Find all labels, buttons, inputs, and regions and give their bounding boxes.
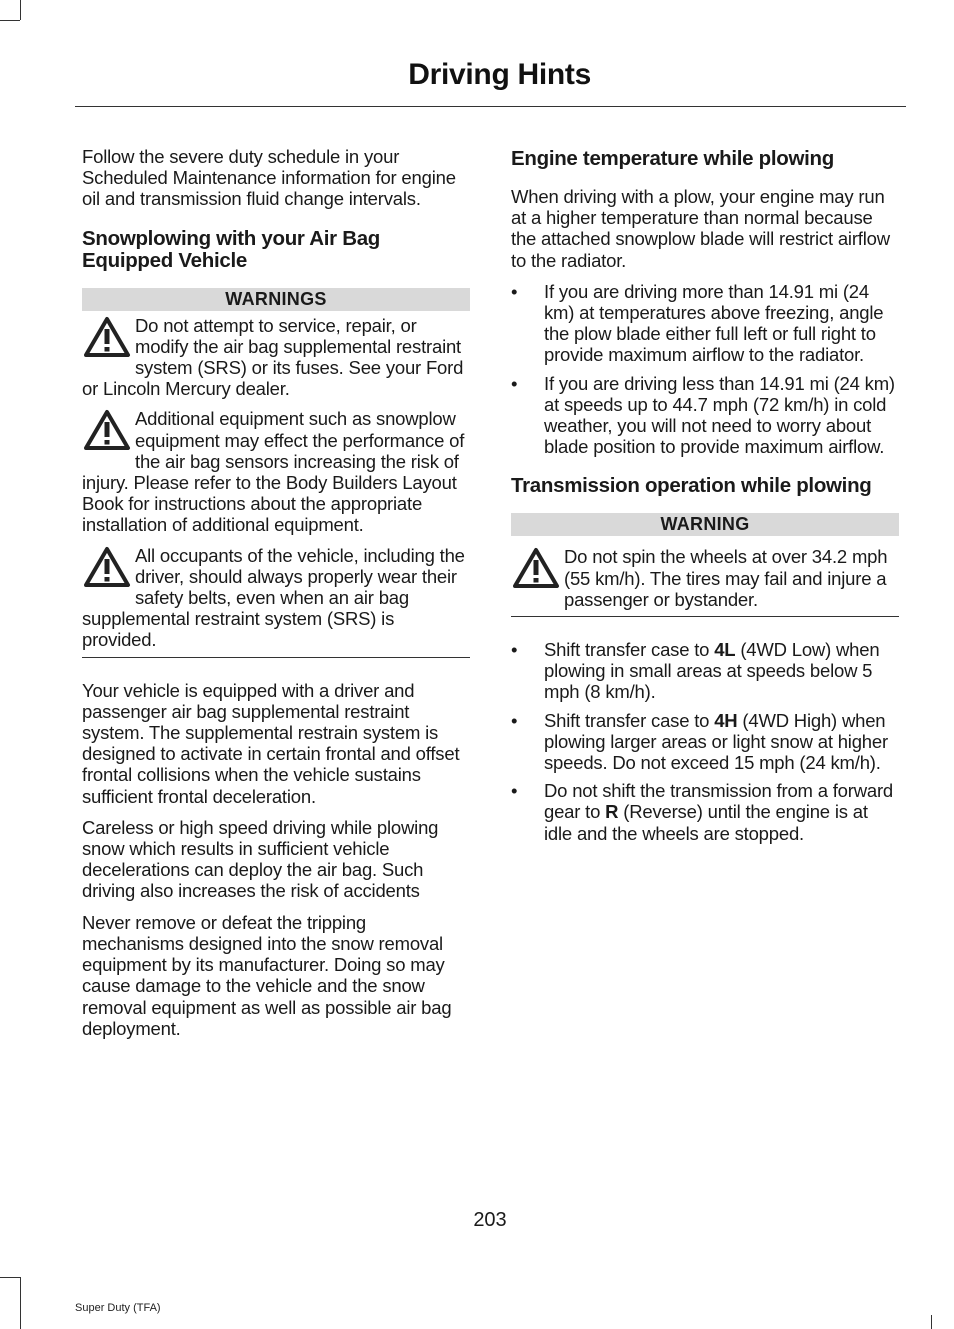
warning-text: Additional equipment such as snowplow equipment may effect the performance of the air bag sensors increasing the risk of injury. Please refer to the Body Builders Layout Book for instructions about the appropriate installation of additional equipment.: [82, 408, 465, 536]
page-number: 203: [473, 1209, 507, 1231]
intro-paragraph: Follow the severe duty schedule in your Scheduled Maintenance information for engine oil and transmission fluid change intervals.: [82, 146, 456, 210]
warning-triangle-icon: [82, 408, 132, 452]
bullet-marker: •: [511, 372, 518, 394]
footer-model: Super Duty (TFA): [75, 1302, 161, 1314]
list-item-text-pre: Shift transfer case to: [544, 709, 715, 731]
crop-mark: [20, 0, 21, 20]
crop-mark: [931, 1315, 932, 1329]
warning-text: Do not attempt to service, repair, or modify the air bag supplemental restraint system (SRS) or its fuses. See your Ford or Lincoln Mercury dealer.: [82, 314, 464, 400]
warning-triangle-icon: [82, 545, 132, 589]
warnings-block: [82, 288, 470, 658]
bullet-marker: •: [511, 709, 518, 731]
section-heading-snowplowing: Snowplowing with your Air Bag Equipped Vehicle: [82, 226, 381, 272]
crop-mark: [20, 1277, 21, 1329]
list-item-text-post: (4WD Low) when plowing in small areas at speeds below 5 mph (8 km/h).: [544, 639, 880, 703]
bullet-marker: •: [511, 280, 518, 302]
list-item: [511, 710, 899, 774]
section-heading-engine: Engine temperature while plowing: [511, 147, 834, 170]
warning-header: WARNING: [511, 513, 899, 536]
warning-text: All occupants of the vehicle, including the driver, should always properly wear their safety belts, even when an air bag supplemental restraint system (SRS) is provided.: [82, 544, 465, 651]
crop-mark: [0, 20, 20, 21]
list-item-text-bold: 4L: [714, 639, 736, 661]
list-item: [511, 639, 899, 703]
transmission-bullet-list: [511, 639, 899, 844]
bullet-marker: •: [511, 639, 518, 661]
list-item-text-bold: 4H: [714, 709, 738, 731]
engine-bullet-list: [511, 281, 899, 458]
title-rule: [75, 106, 906, 107]
list-item-text-post: (Reverse) until the engine is at idle and the wheels are stopped.: [544, 801, 868, 844]
list-item-text-pre: Do not shift the transmission from a forward gear to: [544, 780, 894, 823]
warning-item: [511, 540, 899, 610]
warning-item: [82, 315, 470, 400]
warning-block: [511, 513, 899, 617]
warning-item: [82, 545, 470, 651]
list-item-text-pre: Shift transfer case to: [544, 639, 715, 661]
warning-triangle-icon: [511, 546, 561, 590]
list-item-text-bold: R: [605, 801, 619, 823]
left-column: [82, 146, 470, 1049]
warnings-header: WARNINGS: [82, 288, 470, 311]
warning-item: [82, 408, 470, 535]
list-item: [511, 373, 899, 458]
list-item-text-post: (4WD High) when plowing larger areas or light snow at higher speeds. Do not exceed 15 mph (24 km/h).: [544, 709, 888, 774]
section-heading-transmission: Transmission operation while plowing: [511, 474, 872, 498]
body-paragraph: Careless or high speed driving while plowing snow which results in sufficient vehicle decelerations can deploy the air bag. Such driving also increases the risk of accidents: [82, 816, 439, 902]
page-title: Driving Hints: [408, 58, 591, 91]
right-column: [511, 146, 899, 854]
list-item-text: If you are driving more than 14.91 mi (24 km) at temperatures above freezing, angle the plow blade either full left or full right to provide maximum airflow to the radiator.: [544, 280, 884, 366]
bullet-marker: •: [511, 780, 518, 802]
crop-mark: [0, 1277, 20, 1278]
body-paragraph: Your vehicle is equipped with a driver and passenger air bag supplemental restraint system. The supplemental restrain system is designed to activate in certain frontal and offset frontal collisions when the vehicle sustains sufficient frontal deceleration.: [82, 679, 460, 807]
engine-intro-paragraph: When driving with a plow, your engine may run at a higher temperature than normal because the attached snowplow blade will restrict airflow to the radiator.: [511, 186, 890, 271]
warning-triangle-icon: [82, 315, 132, 359]
body-paragraph: Never remove or defeat the tripping mechanisms designed into the snow removal equipment by its manufacturer. Doing so may cause damage to the vehicle and the snow removal equipment as well as possible air bag deployment.: [82, 911, 452, 1039]
list-item: [511, 281, 899, 366]
list-item-text: If you are driving less than 14.91 mi (24 km) at speeds up to 44.7 mph (72 km/h) in cold weather, you will not need to worry about blade position to provide maximum airflow.: [544, 372, 895, 458]
list-item: [511, 780, 899, 844]
warning-text: Do not spin the wheels at over 34.2 mph (55 km/h). The tires may fail and injure a passenger or bystander.: [564, 546, 888, 610]
